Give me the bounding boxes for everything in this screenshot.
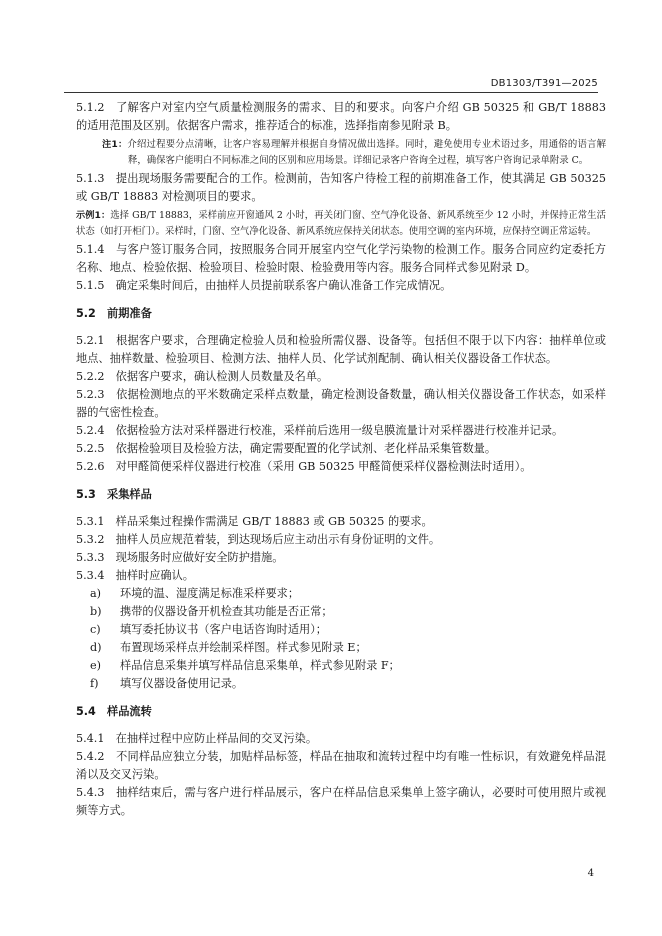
list-item xyxy=(76,603,606,621)
clause-5-3-3: 5.3.3 现场服务时应做好安全防护措施。 xyxy=(76,551,284,564)
list-item-text: 环境的温、湿度满足标准采样要求； xyxy=(120,587,300,600)
clause-5-2-1: 5.2.1 根据客户要求，合理确定检验人员和检验所需仪器、设备等。包括但不限于以下内容：抽样单位或地点、抽样数量、检验项目、检测方法、抽样人员、化学试剂配制、确认相关仪器设备工作状态。 xyxy=(76,334,606,365)
section-heading-5-3: 5.3 采集样品 xyxy=(76,488,152,501)
clause-5-2-3: 5.2.3 依据检测地点的平米数确定采样点数量，确定检测设备数量，确认相关仪器设备工作状态，如采样器的气密性检查。 xyxy=(76,388,606,419)
note-1-label: 注1： xyxy=(102,139,128,150)
list-item xyxy=(76,585,606,603)
header-divider xyxy=(64,92,598,93)
clause-5-4-1: 5.4.1 在抽样过程中应防止样品间的交叉污染。 xyxy=(76,732,318,745)
clause-5-2-2: 5.2.2 依据客户要求，确认检测人员数量及名单。 xyxy=(76,370,329,383)
clause-5-3-4: 5.3.4 抽样时应确认。 xyxy=(76,569,194,582)
example-1 xyxy=(76,208,606,239)
example-1-text: 选择 GB/T 18883，采样前应开窗通风 2 小时，再关闭门窗、空气净化设备、新风系统至少 12 小时，并保持正常生活状态（如打开柜门）。采样时，门窗、空气净化设备、新风系统应保持关闭状态。使用空调的室内环境，应保持空调正常运转。 xyxy=(76,210,606,237)
list-item-text: 样品信息采集并填写样品信息采集单，样式参见附录 F； xyxy=(120,659,400,672)
list-item xyxy=(76,639,606,657)
list-item-text: 填写仪器设备使用记录。 xyxy=(120,677,244,690)
confirmation-list xyxy=(76,585,606,693)
clause-5-1-2: 5.1.2 了解客户对室内空气质量检测服务的需求、目的和要求。向客户介绍 GB 50325 和 GB/T 18883 的适用范围及区别。依据客户需求，推荐适合的标准，选择指南参见附录 B。 xyxy=(76,101,606,132)
section-heading-5-4: 5.4 样品流转 xyxy=(76,705,152,718)
clause-5-4-3: 5.4.3 抽样结束后，需与客户进行样品展示，客户在样品信息采集单上签字确认，必要时可使用照片或视频等方式。 xyxy=(76,786,606,817)
section-heading-5-2: 5.2 前期准备 xyxy=(76,307,152,320)
example-1-label: 示例1： xyxy=(76,210,111,221)
list-item-mark: a) xyxy=(90,587,102,600)
list-item-text: 携带的仪器设备开机检查其功能是否正常； xyxy=(120,605,333,618)
list-item-mark: e) xyxy=(90,659,101,672)
list-item-mark: b) xyxy=(90,605,102,618)
clause-5-4-2: 5.4.2 不同样品应独立分装，加贴样品标签，样品在抽取和流转过程中均有唯一性标识，有效避免样品混淆以及交叉污染。 xyxy=(76,750,606,781)
list-item-mark: d) xyxy=(90,641,102,654)
clause-5-2-5: 5.2.5 依据检验项目及检验方法，确定需要配置的化学试剂、老化样品采集管数量。 xyxy=(76,442,497,455)
clause-5-1-4: 5.1.4 与客户签订服务合同，按照服务合同开展室内空气化学污染物的检测工作。服务合同应约定委托方名称、地点、检验依据、检验项目、检验时限、检验费用等内容。服务合同样式参见附录 D。 xyxy=(76,243,606,274)
note-1-text: 介绍过程要分点清晰，让客户容易理解并根据自身情况做出选择。同时，避免使用专业术语过多，用通俗的语言解释，确保客户能明白不同标准之间的区别和应用场景。详细记录客户咨询全过程，填写客户咨询记录单附录 C。 xyxy=(127,139,606,166)
note-1 xyxy=(102,137,606,168)
list-item-text: 布置现场采样点并绘制采样图。样式参见附录 E； xyxy=(120,641,367,654)
clause-5-3-2: 5.3.2 抽样人员应规范着装，到达现场后应主动出示有身份证明的文件。 xyxy=(76,533,441,546)
clause-5-1-3: 5.1.3 提出现场服务需要配合的工作。检测前，告知客户待检工程的前期准备工作，使其满足 GB 50325 或 GB/T 18883 对检测项目的要求。 xyxy=(76,172,606,203)
clause-5-2-4: 5.2.4 依据检验方法对采样器进行校准，采样前后选用一级皂膜流量计对采样器进行校准并记录。 xyxy=(76,424,564,437)
clause-5-3-1: 5.3.1 样品采集过程操作需满足 GB/T 18883 或 GB 50325 的要求。 xyxy=(76,515,433,528)
clause-5-1-5: 5.1.5 确定采集时间后，由抽样人员提前联系客户确认准备工作完成情况。 xyxy=(76,279,452,292)
document-code: DB1303/T391—2025 xyxy=(490,78,598,89)
page-body xyxy=(76,99,606,820)
list-item-mark: c) xyxy=(90,623,101,636)
list-item xyxy=(76,621,606,639)
list-item-text: 填写委托协议书（客户电话咨询时适用）； xyxy=(120,623,327,636)
clause-5-2-6: 5.2.6 对甲醛简便采样仪器进行校准（采用 GB 50325 甲醛简便采样仪器检测法时适用）。 xyxy=(76,460,532,473)
list-item xyxy=(76,657,606,675)
list-item-mark: f) xyxy=(90,677,99,690)
page-number: 4 xyxy=(587,868,594,879)
list-item xyxy=(76,675,606,693)
